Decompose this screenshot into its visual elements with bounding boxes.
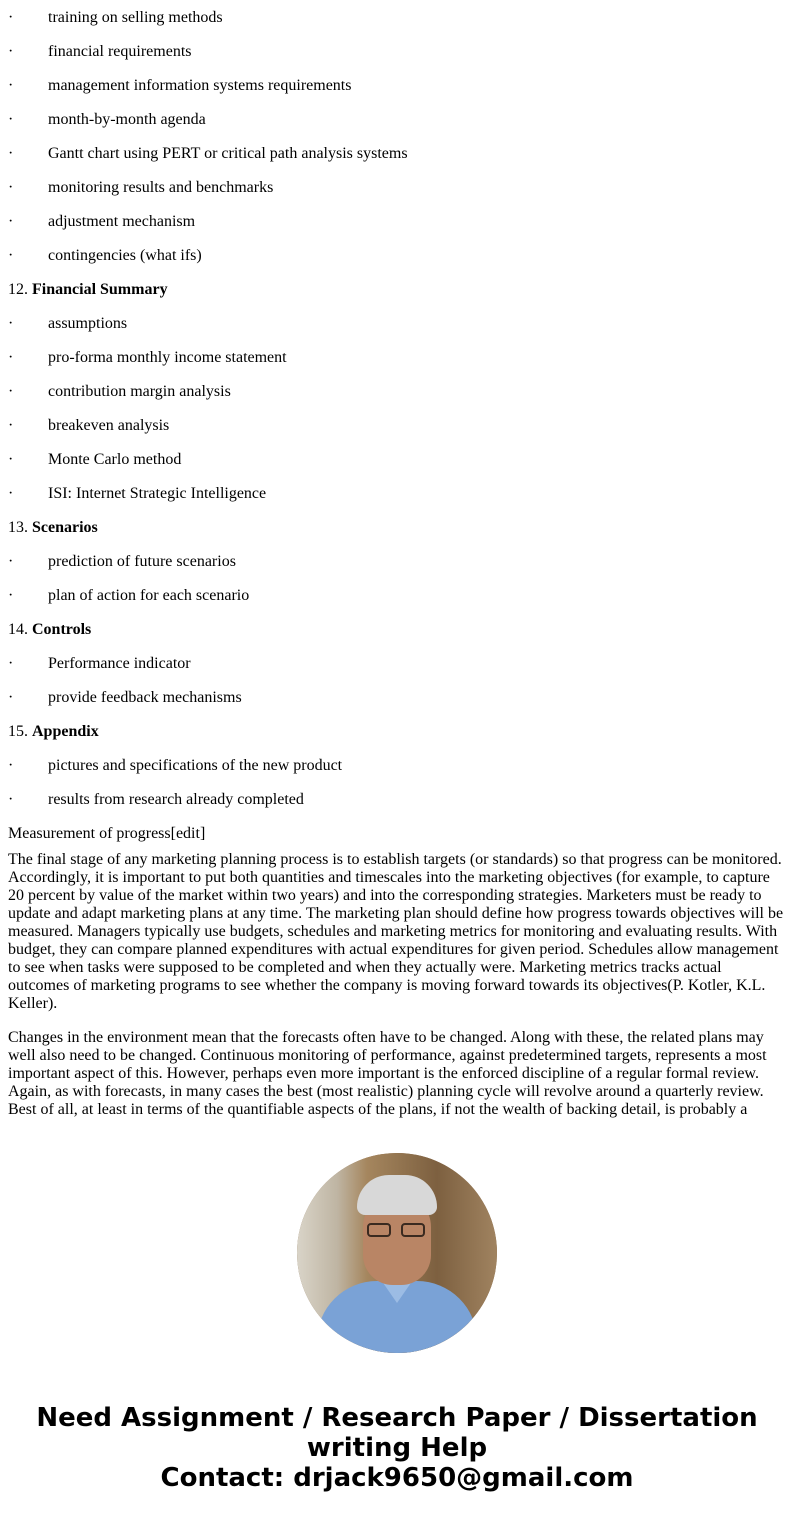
list-item-text: prediction of future scenarios — [48, 553, 236, 570]
list-item-text: pro-forma monthly income statement — [48, 349, 287, 366]
list-item-text: results from research already completed — [48, 791, 304, 808]
bullet-marker: · — [8, 247, 14, 264]
bullet-marker: · — [8, 111, 14, 128]
list-item-text: Monte Carlo method — [48, 451, 182, 468]
bullet-marker: · — [8, 213, 14, 230]
bullet-marker: · — [8, 349, 14, 366]
list-item-text: management information systems requirements — [48, 77, 352, 94]
section-title: Scenarios — [32, 519, 98, 536]
bullet-marker: · — [8, 451, 14, 468]
section-number: 14. — [8, 621, 28, 638]
section-heading — [8, 620, 91, 640]
bullet-marker: · — [8, 145, 14, 162]
paragraph: The final stage of any marketing planning process is to establish targets (or standards) so that progress can be monitored. Accordingly, it is important to put both quantities and timescales into the marketing objectives (for example, to capture 20 percent by value of the market within two years) and into the corresponding strategies. Marketers must be ready to update and adapt marketing plans at any time. The marketing plan should define how progress towards objectives will be measured. Managers typically use budgets, schedules and marketing metrics for monitoring and evaluating results. With budget, they can compare planned expenditures with actual expenditures for given period. Schedules allow management to see when tasks were supposed to be completed and when they actually were. Marketing metrics tracks actual outcomes of marketing programs to see whether the company is moving forward towards its objectives(P. Kotler, K.L. Keller). — [8, 851, 784, 1012]
section-title: Financial Summary — [32, 281, 168, 298]
section-number: 13. — [8, 519, 28, 536]
list-item-text: financial requirements — [48, 43, 192, 60]
author-avatar — [297, 1153, 497, 1353]
bullet-marker: · — [8, 587, 14, 604]
list-item-text: contribution margin analysis — [48, 383, 231, 400]
promo-line-2: writing Help — [306, 1433, 488, 1463]
measurement-heading: Measurement of progress[edit] — [8, 825, 206, 842]
list-item-text: plan of action for each scenario — [48, 587, 250, 604]
bullet-marker: · — [8, 655, 14, 672]
list-item-text: adjustment mechanism — [48, 213, 196, 230]
section-number: 15. — [8, 723, 28, 740]
section-title: Controls — [32, 621, 92, 638]
bullet-marker: · — [8, 43, 14, 60]
list-item-text: month-by-month agenda — [48, 111, 206, 128]
list-item-text: provide feedback mechanisms — [48, 689, 242, 706]
list-item-text: pictures and specifications of the new product — [48, 757, 343, 774]
paragraph: Changes in the environment mean that the forecasts often have to be changed. Along with these, the related plans may well also need to be changed. Continuous monitoring of performance, against predetermined targets, represents a most important aspect of this. However, perhaps even more important is the enforced discipline of a regular formal review. Again, as with forecasts, in many cases the best (most realistic) planning cycle will revolve around a quarterly review. Best of all, at least in terms of the quantifiable aspects of the plans, if not the wealth of backing detail, is probably a — [8, 1029, 767, 1118]
bullet-marker: · — [8, 179, 14, 196]
bullet-marker: · — [8, 9, 14, 26]
promo-line-3: Contact: drjack9650@gmail.com — [160, 1463, 634, 1493]
section-heading — [8, 280, 168, 300]
section-number: 12. — [8, 281, 28, 298]
list-item-text: assumptions — [48, 315, 128, 332]
list-item-text: training on selling methods — [48, 9, 223, 26]
list-item-text: monitoring results and benchmarks — [48, 179, 274, 196]
bullet-marker: · — [8, 77, 14, 94]
bullet-marker: · — [8, 553, 14, 570]
list-item-text: breakeven analysis — [48, 417, 170, 434]
section-title: Appendix — [32, 723, 99, 740]
list-item-text: contingencies (what ifs) — [48, 247, 202, 264]
bullet-marker: · — [8, 383, 14, 400]
bullet-marker: · — [8, 315, 14, 332]
bullet-marker: · — [8, 485, 14, 502]
document-body — [8, 0, 784, 1123]
list-item-text: Gantt chart using PERT or critical path analysis systems — [48, 145, 408, 162]
bullet-marker: · — [8, 689, 14, 706]
promo-text — [0, 1403, 794, 1493]
section-heading — [8, 722, 99, 742]
section-heading — [8, 518, 98, 538]
list-item-text: ISI: Internet Strategic Intelligence — [48, 485, 267, 502]
promo-line-1: Need Assignment / Research Paper / Dissertation — [36, 1403, 758, 1433]
bullet-marker: · — [8, 757, 14, 774]
list-item-text: Performance indicator — [48, 655, 191, 672]
promo-footer — [0, 1123, 794, 1523]
bullet-marker: · — [8, 417, 14, 434]
bullet-marker: · — [8, 791, 14, 808]
